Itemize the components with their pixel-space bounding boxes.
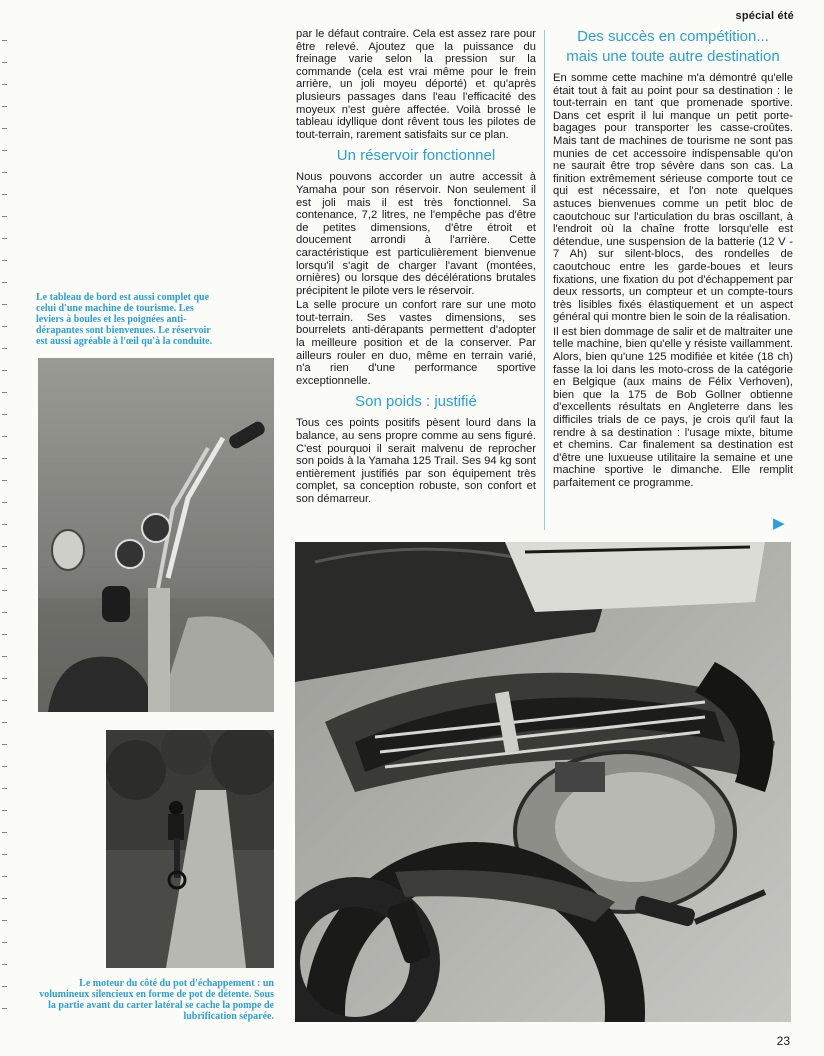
section-heading-destination: mais une toute autre destination (566, 48, 780, 65)
photo-rider-woods (106, 730, 274, 968)
paragraph: Tous ces points positifs pèsent lourd dans la balance, au sens propre comme au sens figuré. C'est pourquoi il serait malvenu de reprocher son poids à la Yamaha 125 Trail. Ses 94 kg sont entièrement justifiés par son équipement très complet, sa conception robuste, son confort et son démarreur. (296, 417, 536, 505)
paragraph: par le défaut contraire. Cela est assez rare pour être relevé. Ajoutez que la puissance du freinage varie selon la pression sur la commande (cela est vrai même pour le frein arrière, un joli moyeu déporté) et qu'après plusieurs passages dans l'eau l'efficacité des moyeux n'est guère affectée. Voilà brossé le tableau idyllique dont rêvent tous les pilotes de tout-terrain, rarement satisfaits sur ce plan. (296, 28, 536, 141)
handlebar-photo-illustration (38, 358, 274, 712)
page-number: 23 (776, 1034, 790, 1048)
column-divider (544, 30, 545, 530)
paragraph: La selle procure un confort rare sur une moto tout-terrain. Ses vastes dimensions, ses bourrelets anti-dérapants permettent d'adopter la meilleure position et de la conserver. Par ailleurs rouler en duo, même en terrain varié, n'a rien d'une performance sportive exceptionnelle. (296, 299, 536, 387)
binding-marks (0, 0, 12, 1056)
engine-photo-illustration (295, 542, 791, 1022)
article-column-1 (296, 28, 536, 508)
section-heading-poids: Son poids : justifié (355, 393, 477, 411)
rider-photo-illustration (106, 730, 274, 968)
continue-arrow-icon: ▶ (773, 515, 785, 532)
paragraph: Nous pouvons accorder un autre accessit à Yamaha pour son réservoir. Non seulement il est joli mais il est très fonctionnel. Sa contenance, 7,2 litres, ne l'empêche pas d'être de petites dimensions, d'être étroit et doucement arrondi à l'arrière. Cette caractéristique est particulièrement bienvenue lorsqu'il s'agit de charger l'avant (montées, ornières) ou lorsque des décélérations brutales précipitent le pilote vers le réservoir. (296, 171, 536, 297)
article-column-2 (553, 28, 793, 492)
caption-dashboard: Le tableau de bord est aussi complet que celui d'une machine de tourisme. Les leviers à boules et les poignées anti-dérapantes sont bienvenues. Le réservoir est aussi agréable à l'œil qu'à la conduite. (36, 292, 213, 347)
paragraph: Il est bien dommage de salir et de maltraiter une telle machine, bien qu'elle y résiste vaillamment. Alors, bien qu'une 125 modifiée et kitée (18 ch) fasse la loi dans les moto-cross de la catégorie en Belgique (aux mains de Félix Verhoven), bien que la 175 de Bob Gollner obtienne d'excellents résultats en Angleterre dans les difficiles trials de ce pays, je crois qu'il faut la rendre à sa destination : l'usage mixte, bitume et chemins. Car finalement sa destination est d'être une luxueuse utilitaire la semaine et une machine sportive le dimanche. Elle remplit parfaitement ce programme. (553, 325, 793, 489)
paragraph: En somme cette machine m'a démontré qu'elle était tout à fait au point pour sa destination : le tout-terrain en tant que promenade sportive. Dans cet esprit il lui manque un petit porte-bagages pour transporter les casse-croûtes. Mais tant de machines de tourisme ne sont pas munies de cet accessoire indispensable qu'on ne saurait être trop sévère dans son cas. La finition extrêmement sérieuse comporte tout ce qui est nécessaire, et l'on note quelques astuces bienvenues comme un petit bloc de caoutchouc sur l'articulation du bras oscillant, à l'endroit où la chaîne frotte lorsqu'elle est détendue, une suspension de la batterie (12 V - 7 Ah) sur silent-blocs, des rondelles de caoutchouc entre les garde-boues et leurs fixations, une fixation du pot d'échappement par deux ressorts, un compteur et un compte-tours très lisibles fixés élastiquement et un aspect général qui montre bien le soin de la réalisation. (553, 72, 793, 324)
caption-engine: Le moteur du côté du pot d'échappement : un volumineux silencieux en forme de pot de détente. Sous la partie avant du carter latéral se cache la pompe de lubrification séparée. (39, 978, 274, 1022)
photo-handlebar (38, 358, 274, 712)
running-head: spécial été (735, 10, 794, 22)
section-heading-reservoir: Un réservoir fonctionnel (336, 147, 496, 165)
section-heading-competition: Des succès en compétition... (577, 28, 769, 45)
photo-engine (295, 542, 791, 1022)
